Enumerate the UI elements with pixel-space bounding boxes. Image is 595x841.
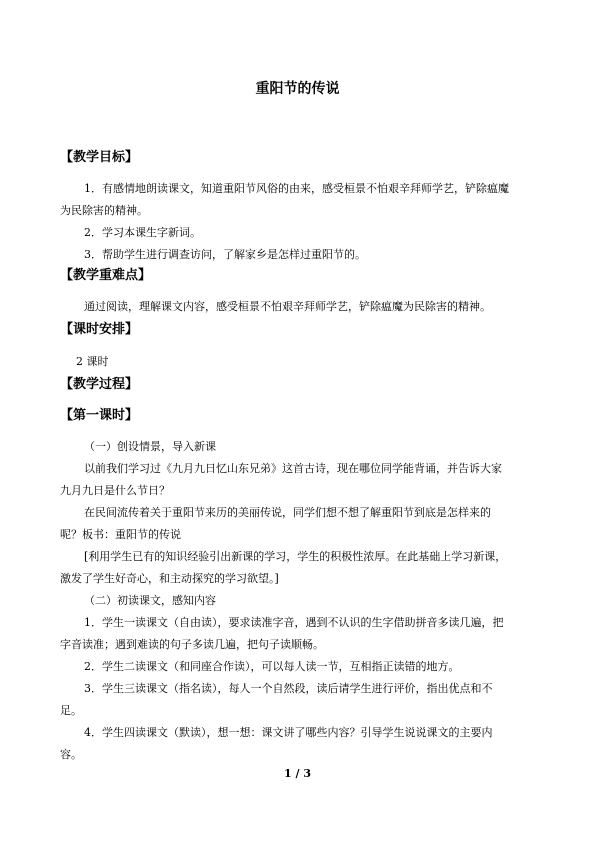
process-heading: 【教学过程】 (60, 377, 139, 392)
paragraph-1-line-2: 九月九日是什么节日？ (60, 484, 170, 497)
goals-heading: 【教学目标】 (60, 150, 139, 165)
schedule-heading: 【课时安排】 (60, 322, 139, 337)
step2-item-2: 2．学生二读课文（和同座合作读），可以每人读一节，互相指正读错的地方。 (84, 660, 460, 673)
step2-item-1-line-2: 字音读准；遇到难读的句子多读几遍，把句子读顺畅。 (60, 638, 324, 651)
paragraph-3-line-1: [利用学生已有的知识经验引出新课的学习，学生的积极性浓厚。在此基础上学习新课， (84, 550, 507, 563)
key-points-text: 通过阅读，理解课文内容，感受桓景不怕艰辛拜师学艺，铲除瘟魔为民除害的精神。 (84, 300, 491, 313)
step2-item-3-line-2: 足。 (60, 704, 82, 717)
page-number: 1 / 3 (284, 767, 311, 780)
paragraph-3-line-2: 激发了学生好奇心，和主动探究的学习欲望。] (60, 572, 279, 585)
step2-item-3-line-1: 3．学生三读课文（指名读），每人一个自然段，读后请学生进行评价，指出优点和不 (84, 682, 493, 695)
step2-item-4-line-2: 容。 (60, 748, 82, 761)
schedule-text: 2 课时 (76, 355, 109, 368)
goal-item-1-line-2: 为民除害的精神。 (60, 204, 148, 217)
key-points-heading: 【教学重难点】 (60, 268, 152, 283)
step2-item-4-line-1: 4．学生四读课文（默读），想一想：课文讲了哪些内容？引导学生说说课文的主要内 (84, 726, 493, 739)
paragraph-2-line-2: 呢？板书：重阳节的传说 (60, 528, 181, 541)
goal-item-3: 3．帮助学生进行调查访问，了解家乡是怎样过重阳节的。 (84, 248, 366, 261)
step1-title: （一）创设情景，导入新课 (84, 440, 216, 453)
paragraph-2-line-1: 在民间流传着关于重阳节来历的美丽传说，同学们想不想了解重阳节到底是怎样来的 (84, 506, 491, 519)
paragraph-1-line-1: 以前我们学习过《九月九日忆山东兄弟》这首古诗，现在哪位同学能背诵，并告诉大家 (84, 462, 502, 475)
step2-title: （二）初读课文，感知内容 (84, 594, 216, 607)
page-title: 重阳节的传说 (255, 81, 340, 97)
lesson1-heading: 【第一课时】 (60, 408, 139, 423)
goal-item-2: 2．学习本课生字新词。 (84, 226, 201, 239)
step2-item-1-line-1: 1．学生一读课文（自由读），要求读准字音，遇到不认识的生字借助拼音多读几遍，把 (84, 616, 504, 629)
goal-item-1-line-1: 1．有感情地朗读课文，知道重阳节风俗的由来，感受桓景不怕艰辛拜师学艺，铲除瘟魔 (84, 182, 509, 195)
